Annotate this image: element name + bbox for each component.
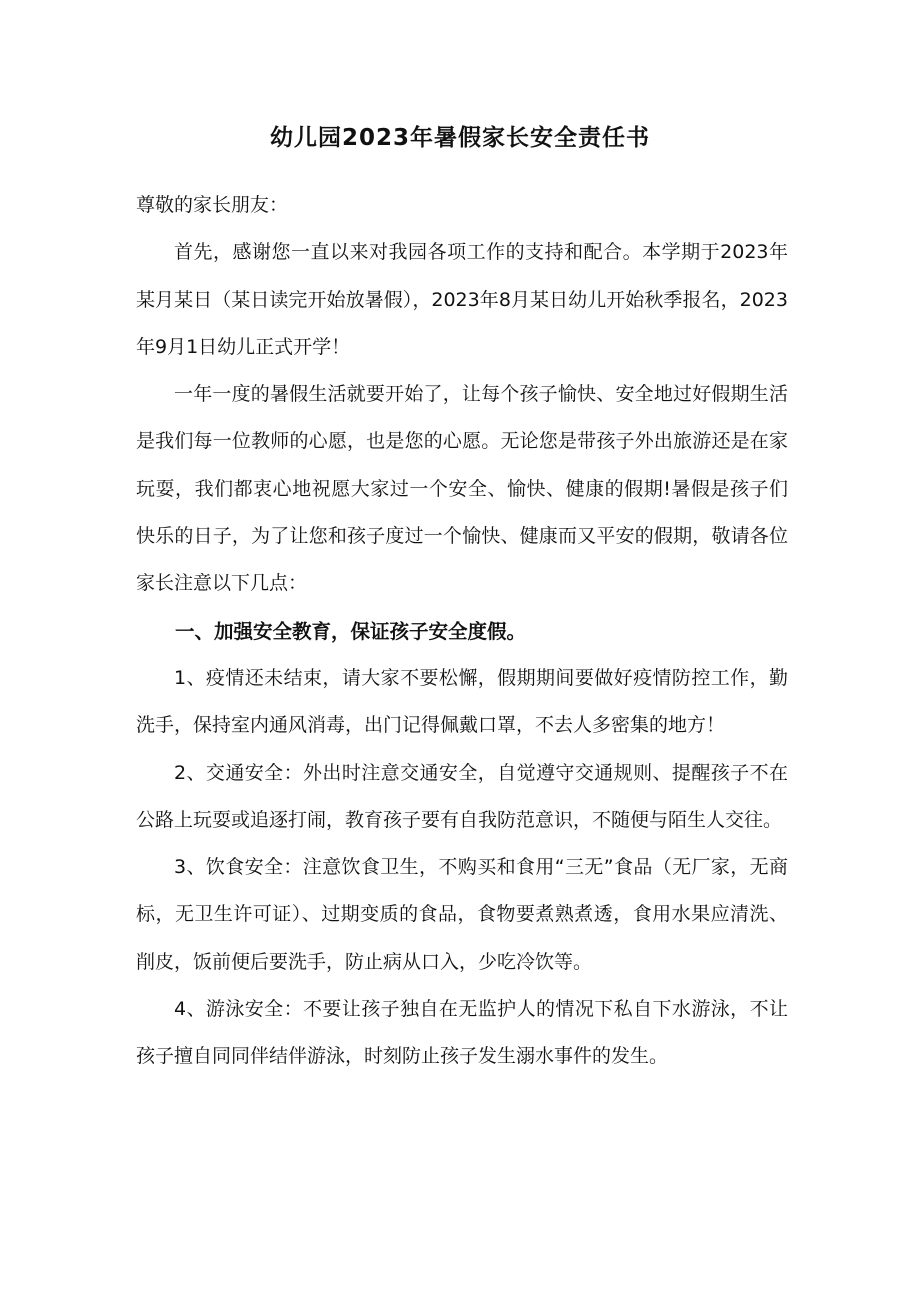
list-item-traffic: 2、交通安全：外出时注意交通安全，自觉遵守交通规则、提醒孩子不在公路上玩耍或追逐打闹，教育孩子要有自我防范意识，不随便与陌生人交往。 [136,761,788,831]
document-body [136,182,788,1081]
salutation: 尊敬的家长朋友： [136,194,289,216]
section-heading: 一、加强安全教育，保证孩子安全度假。 [175,619,527,643]
document-title: 幼儿园2023年暑假家长安全责任书 [269,125,650,151]
list-item-swimming: 4、游泳安全：不要让孩子独自在无监护人的情况下私自下水游泳，不让孩子擅自同同伴结伴游泳，时刻防止孩子发生溺水事件的发生。 [136,998,788,1068]
list-item-epidemic: 1、疫情还未结束，请大家不要松懈，假期期间要做好疫情防控工作，勤洗手，保持室内通风消毒，出门记得佩戴口罩，不去人多密集的地方！ [136,666,788,737]
intro-paragraph: 首先，感谢您一直以来对我园各项工作的支持和配合。本学期于2023年某月某日（某日读完开始放暑假），2023年8月某日幼儿开始秋季报名，2023年9月1日幼儿正式开学！ [136,241,788,358]
notice-paragraph: 一年一度的暑假生活就要开始了，让每个孩子愉快、安全地过好假期生活是我们每一位教师的心愿，也是您的心愿。无论您是带孩子外出旅游还是在家玩耍，我们都衷心地祝愿大家过一个安全、愉快、健康的假期!暑假是孩子们快乐的日子，为了让您和孩子度过一个愉快、健康而又平安的假期，敬请各位家长注意以下几点： [136,383,788,595]
list-item-food: 3、饮食安全：注意饮食卫生，不购买和食用“三无”食品（无厂家，无商标，无卫生许可证）、过期变质的食品，食物要煮熟煮透，食用水果应清洗、削皮，饭前便后要洗手，防止病从口入，少吃冷饮等。 [136,856,788,973]
